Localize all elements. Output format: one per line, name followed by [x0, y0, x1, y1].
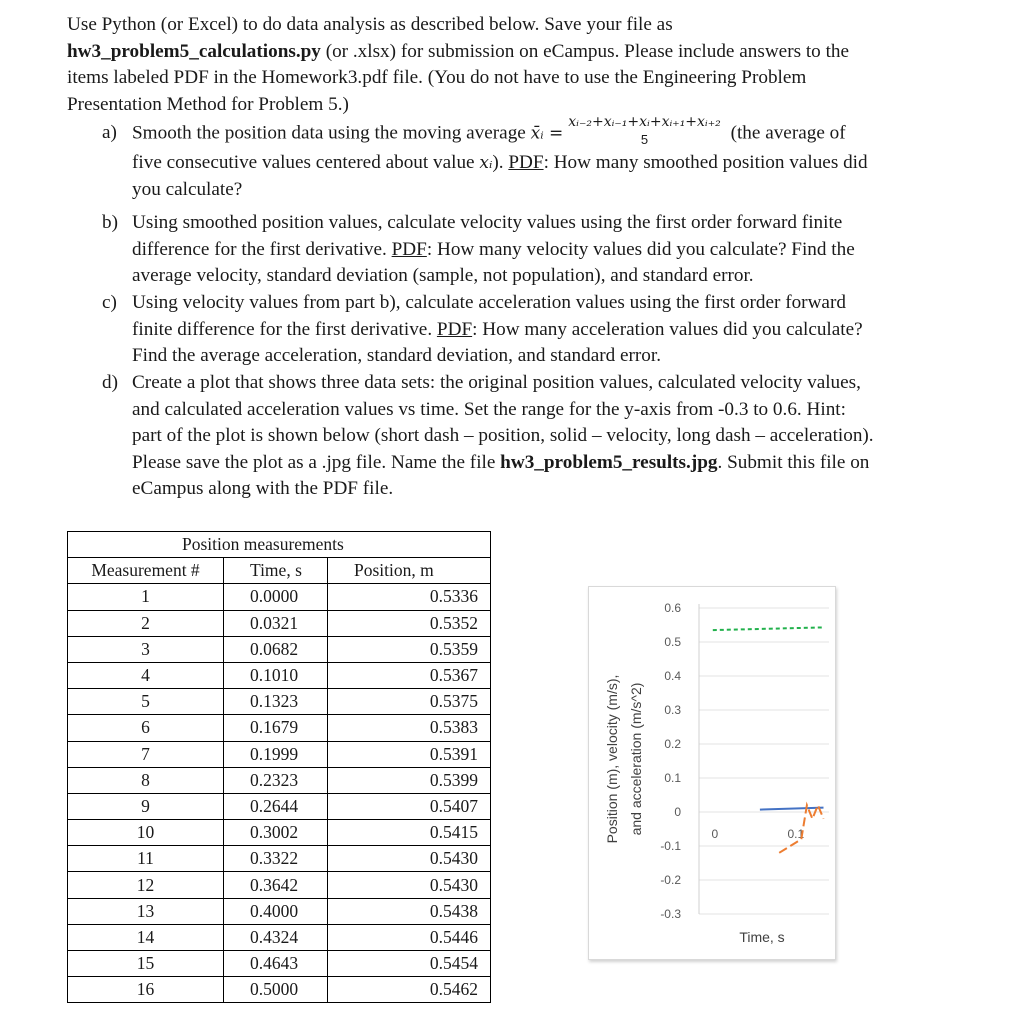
measurement-cell: 6 [68, 715, 224, 741]
item-c-label: c) [102, 292, 117, 313]
header-time: Time, s [224, 558, 328, 584]
table-row [68, 610, 491, 636]
item-c-line-1 [132, 290, 972, 317]
item-d-text-2: and calculated acceleration values vs time. Set the range for the y-axis from -0.3 to 0.6. Hint: [132, 398, 846, 420]
moving-average-fraction [567, 114, 722, 148]
time-cell: 0.0321 [224, 610, 328, 636]
item-c-text-3: Find the average acceleration, standard deviation, and standard error. [132, 345, 662, 366]
table-row [68, 924, 491, 950]
measurement-cell: 3 [68, 636, 224, 662]
position-cell: 0.5446 [328, 924, 491, 950]
time-cell: 0.1010 [224, 662, 328, 688]
item-b-line-3 [132, 263, 972, 290]
item-b-line-1 [132, 210, 972, 237]
measurement-cell: 14 [68, 924, 224, 950]
table-row [68, 872, 491, 898]
item-d-text-1: Create a plot that shows three data sets: the original position values, calculated velocity values, [132, 372, 861, 393]
table-row [68, 977, 491, 1003]
position-cell: 0.5430 [328, 846, 491, 872]
item-a-text-3: you calculate? [132, 178, 243, 200]
chart-svg [589, 587, 835, 959]
position-cell: 0.5407 [328, 793, 491, 819]
item-c-line-2 [132, 317, 972, 344]
x-axis-title: Time, s [739, 929, 785, 945]
time-cell: 0.5000 [224, 977, 328, 1003]
position-cell: 0.5375 [328, 689, 491, 715]
y-tick-label: -0.2 [660, 873, 681, 887]
measurement-cell: 4 [68, 662, 224, 688]
time-cell: 0.3322 [224, 846, 328, 872]
measurement-cell: 5 [68, 689, 224, 715]
table-row [68, 898, 491, 924]
y-tick-label: 0.4 [664, 669, 681, 683]
fraction-numerator: xᵢ₋₂+xᵢ₋₁+xᵢ+xᵢ₊₁+xᵢ₊₂ [568, 114, 721, 130]
position-cell: 0.5367 [328, 662, 491, 688]
time-cell: 0.1323 [224, 689, 328, 715]
y-axis-title-line-1: Position (m), velocity (m/s), [604, 674, 620, 844]
item-a-line-2 [132, 150, 972, 177]
item-b-text [132, 210, 972, 290]
y-tick-label: 0.6 [664, 601, 681, 615]
measurement-cell: 10 [68, 820, 224, 846]
y-axis-title-line-2: and acceleration (m/s^2) [628, 682, 644, 836]
position-cell: 0.5383 [328, 715, 491, 741]
time-cell: 0.1999 [224, 741, 328, 767]
y-tick-label: -0.3 [660, 907, 681, 921]
item-b-text-1: Using smoothed position values, calculate velocity values using the first order forward finite [132, 212, 843, 233]
item-a-line-1 [132, 114, 972, 150]
item-d-line-5 [132, 476, 972, 503]
table-row [68, 846, 491, 872]
item-b-text-3: average velocity, standard deviation (sample, not population), and standard error. [132, 265, 754, 286]
table-row [68, 715, 491, 741]
time-cell: 0.3002 [224, 820, 328, 846]
position-cell: 0.5352 [328, 610, 491, 636]
item-d-text-4a: Please save the plot as a .jpg file. Name the file [132, 451, 501, 473]
item-d-text [132, 370, 972, 503]
y-tick-label: 0 [674, 805, 681, 819]
item-d-line-2 [132, 397, 972, 424]
item-a-line-3 [132, 177, 972, 204]
measurement-cell: 9 [68, 793, 224, 819]
time-cell: 0.0682 [224, 636, 328, 662]
table-row [68, 793, 491, 819]
intro-paragraph [67, 12, 967, 118]
x-tick-label: 0.1 [787, 827, 805, 841]
position-cell: 0.5415 [328, 820, 491, 846]
series-line [713, 627, 824, 630]
table-row [68, 951, 491, 977]
intro-line-1 [67, 12, 967, 39]
intro-text-1: Use Python (or Excel) to do data analysis as described below. Save your file as [67, 14, 673, 35]
item-c-text-2a: finite difference for the first derivative. [132, 318, 437, 340]
measurement-cell: 11 [68, 846, 224, 872]
position-cell: 0.5399 [328, 767, 491, 793]
position-cell: 0.5438 [328, 898, 491, 924]
item-d-text-5: eCampus along with the PDF file. [132, 478, 394, 499]
measurement-cell: 1 [68, 584, 224, 610]
table-row [68, 820, 491, 846]
x-tick-label: 0 [711, 827, 719, 841]
table-row [68, 636, 491, 662]
calc-filename: hw3_problem5_calculations.py [67, 40, 321, 62]
time-cell: 0.4643 [224, 951, 328, 977]
position-cell: 0.5391 [328, 741, 491, 767]
table-row [68, 662, 491, 688]
item-b-text-2b: : How many velocity values did you calculate? Find the [426, 238, 855, 260]
header-position: Position, m [328, 558, 491, 584]
y-tick-label: 0.2 [664, 737, 681, 751]
partial-plot [588, 586, 836, 960]
time-cell: 0.4324 [224, 924, 328, 950]
item-b-line-2 [132, 237, 972, 264]
item-a-text [132, 114, 972, 203]
item-a-text-2c: : How many smoothed position values did [543, 152, 868, 173]
time-cell: 0.1679 [224, 715, 328, 741]
intro-text-3: items labeled PDF in the Homework3.pdf file. (You do not have to use the Engineering Problem [67, 67, 807, 88]
table-row [68, 584, 491, 610]
item-a-text-2a: five consecutive values centered about value [132, 152, 480, 173]
table-row [68, 741, 491, 767]
item-d-line-3 [132, 423, 972, 450]
fraction-denominator: 5 [640, 132, 649, 147]
time-cell: 0.0000 [224, 584, 328, 610]
measurement-cell: 15 [68, 951, 224, 977]
item-c-line-3 [132, 343, 972, 370]
intro-line-3 [67, 65, 967, 92]
intro-text-2: (or .xlsx) for submission on eCampus. Please include answers to the [320, 40, 850, 62]
time-cell: 0.4000 [224, 898, 328, 924]
intro-line-4 [67, 92, 967, 119]
table-row [68, 767, 491, 793]
measurement-cell: 7 [68, 741, 224, 767]
item-d-line-4 [132, 450, 972, 477]
item-d-text-4b: . Submit this file on [717, 451, 870, 473]
item-d-label: d) [102, 372, 118, 393]
item-a-pre: Smooth the position data using the moving average [132, 122, 531, 144]
pdf-label: PDF [508, 152, 544, 173]
item-d-text-3: part of the plot is shown below (short dash – position, solid – velocity, long dash – acceleration). [132, 425, 874, 446]
series-line [760, 808, 824, 810]
position-measurements-table [67, 531, 491, 1003]
y-tick-label: 0.1 [664, 771, 681, 785]
position-cell: 0.5430 [328, 872, 491, 898]
item-b-text-2a: difference for the first derivative. [132, 238, 392, 260]
table-title-row [68, 532, 491, 558]
item-c-text-1: Using velocity values from part b), calculate acceleration values using the first order forward [132, 292, 846, 313]
measurement-cell: 16 [68, 977, 224, 1003]
item-a-text-2b: ). [492, 152, 509, 173]
item-a-label: a) [102, 122, 117, 143]
intro-line-2 [67, 39, 967, 66]
item-c-text [132, 290, 972, 370]
y-tick-label: 0.5 [664, 635, 681, 649]
measurement-cell: 12 [68, 872, 224, 898]
pdf-label: PDF [436, 318, 473, 340]
table-header-row [68, 558, 491, 584]
position-cell: 0.5462 [328, 977, 491, 1003]
time-cell: 0.3642 [224, 872, 328, 898]
item-d-line-1 [132, 370, 972, 397]
y-tick-label: 0.3 [664, 703, 681, 717]
item-a-post: (the average of [725, 122, 846, 144]
position-cell: 0.5454 [328, 951, 491, 977]
measurement-cell: 8 [68, 767, 224, 793]
measurement-cell: 2 [68, 610, 224, 636]
time-cell: 0.2323 [224, 767, 328, 793]
table-row [68, 689, 491, 715]
xbar-i-symbol: x̄ᵢ = [530, 123, 564, 144]
intro-text-4: Presentation Method for Problem 5.) [67, 93, 349, 115]
xi-symbol: xᵢ [479, 153, 493, 173]
y-tick-label: -0.1 [660, 839, 681, 853]
pdf-label: PDF [391, 238, 427, 260]
header-measurement: Measurement # [68, 558, 224, 584]
position-cell: 0.5336 [328, 584, 491, 610]
position-cell: 0.5359 [328, 636, 491, 662]
measurement-cell: 13 [68, 898, 224, 924]
item-b-label: b) [102, 212, 118, 233]
time-cell: 0.2644 [224, 793, 328, 819]
table-title: Position measurements [68, 532, 491, 558]
results-filename: hw3_problem5_results.jpg [500, 451, 718, 473]
item-c-text-2b: : How many acceleration values did you calculate? [472, 318, 863, 340]
